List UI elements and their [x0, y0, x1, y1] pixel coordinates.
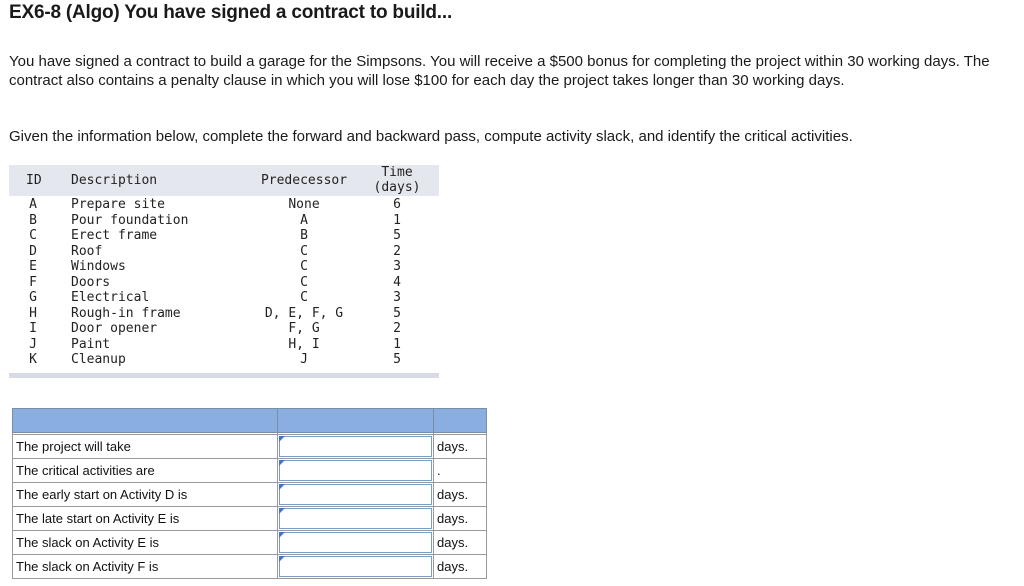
- answer-table-header: [13, 409, 487, 433]
- activity-description: Electrical: [71, 290, 150, 305]
- answer-label: The slack on Activity E is: [13, 531, 278, 555]
- table-row: [9, 337, 439, 353]
- activity-description: Erect frame: [71, 228, 158, 243]
- answer-row-late-start-e: [13, 507, 487, 531]
- activity-time: 4: [393, 274, 401, 290]
- header-description: Description: [71, 173, 158, 188]
- activity-predecessor: C: [300, 274, 308, 290]
- activity-id: C: [29, 228, 37, 243]
- activity-time: 1: [393, 212, 401, 228]
- page-title: EX6-8 (Algo) You have signed a contract to build...: [9, 2, 453, 23]
- header-time: Time: [381, 165, 413, 180]
- activity-time: 5: [393, 305, 401, 321]
- table-row: [9, 275, 439, 291]
- header-id: ID: [26, 173, 42, 188]
- slack-f-input[interactable]: [279, 556, 432, 577]
- answer-row-project-duration: [13, 435, 487, 459]
- activity-id: E: [29, 259, 37, 274]
- answer-unit: days.: [434, 483, 487, 507]
- answer-unit: .: [434, 459, 487, 483]
- activity-id: A: [29, 197, 37, 212]
- late-start-e-cell: [278, 507, 434, 531]
- answer-unit: days.: [434, 531, 487, 555]
- table-row: [9, 228, 439, 244]
- header-cell: [278, 409, 434, 433]
- activity-time: 3: [393, 290, 401, 305]
- early-start-d-input[interactable]: [279, 484, 432, 505]
- activity-id: D: [29, 243, 37, 259]
- activity-id: G: [29, 290, 37, 305]
- answer-label: The project will take: [13, 435, 278, 459]
- header-cell: [13, 409, 278, 433]
- answer-unit: days.: [434, 435, 487, 459]
- activity-predecessor: B: [300, 228, 308, 243]
- answer-table: [12, 408, 487, 579]
- answer-row-early-start-d: [13, 483, 487, 507]
- answer-label: The late start on Activity E is: [13, 507, 278, 531]
- answer-label: The critical activities are: [13, 459, 278, 483]
- activity-description: Prepare site: [71, 197, 165, 212]
- header-predecessor: Predecessor: [260, 173, 348, 188]
- answer-unit: days.: [434, 555, 487, 579]
- activity-id: K: [29, 352, 37, 367]
- activity-description: Windows: [71, 259, 126, 274]
- table-row: [9, 352, 439, 368]
- table-row: [9, 259, 439, 275]
- activity-time: 3: [393, 259, 401, 274]
- table-row: [9, 306, 439, 322]
- slack-e-cell: [278, 531, 434, 555]
- activity-description: Doors: [71, 274, 111, 290]
- table-row: [9, 213, 439, 229]
- answer-unit: days.: [434, 507, 487, 531]
- header-cell: [434, 409, 487, 433]
- problem-intro: You have signed a contract to build a garage for the Simpsons. You will receive a $500 bonus for completing the project within 30 working days. The contract also contains a penalty clause in which you will lose $100 for each day the project takes longer than 30 working days.: [9, 53, 990, 89]
- early-start-d-cell: [278, 483, 434, 507]
- project-duration-input[interactable]: [279, 436, 432, 457]
- activity-table-body: [9, 196, 439, 373]
- activity-predecessor: F, G: [288, 321, 320, 336]
- slack-e-input[interactable]: [279, 532, 432, 553]
- activity-predecessor: None: [288, 197, 320, 212]
- late-start-e-input[interactable]: [279, 508, 432, 529]
- activity-table: [9, 165, 439, 378]
- activity-id: B: [29, 212, 37, 228]
- activity-predecessor: C: [300, 243, 308, 259]
- table-row: [9, 290, 439, 306]
- problem-instructions: Given the information below, complete the forward and backward pass, compute activity slack, and identify the critical activities.: [9, 128, 853, 145]
- activity-time: 2: [393, 243, 401, 259]
- answer-row-slack-e: [13, 531, 487, 555]
- activity-time: 6: [393, 197, 401, 212]
- activity-description: Paint: [71, 336, 111, 352]
- project-duration-cell: [278, 435, 434, 459]
- activity-predecessor: D, E, F, G: [264, 305, 344, 321]
- activity-predecessor: H, I: [288, 336, 320, 352]
- activity-description: Pour foundation: [71, 212, 189, 228]
- activity-description: Roof: [71, 243, 103, 259]
- activity-predecessor: J: [300, 352, 308, 367]
- activity-description: Door opener: [71, 321, 158, 336]
- activity-id: F: [29, 274, 37, 290]
- activity-table-header: [9, 165, 439, 196]
- slack-f-cell: [278, 555, 434, 579]
- activity-time: 1: [393, 336, 401, 352]
- activity-id: H: [29, 305, 37, 321]
- activity-description: Rough-in frame: [71, 305, 181, 321]
- answer-row-critical-activities: [13, 459, 487, 483]
- header-time-unit: (days): [373, 180, 421, 195]
- critical-activities-input[interactable]: [279, 460, 432, 481]
- activity-id: J: [29, 336, 37, 352]
- activity-time: 5: [393, 352, 401, 367]
- critical-activities-cell: [278, 459, 434, 483]
- activity-id: I: [29, 321, 37, 336]
- activity-time: 2: [393, 321, 401, 336]
- activity-predecessor: C: [300, 290, 308, 305]
- activity-predecessor: C: [300, 259, 308, 274]
- answer-row-slack-f: [13, 555, 487, 579]
- answer-label: The early start on Activity D is: [13, 483, 278, 507]
- table-row: [9, 197, 439, 213]
- activity-description: Cleanup: [71, 352, 126, 367]
- table-row: [9, 321, 439, 337]
- activity-time: 5: [393, 228, 401, 243]
- activity-predecessor: A: [300, 212, 308, 228]
- table-row: [9, 244, 439, 260]
- answer-label: The slack on Activity F is: [13, 555, 278, 579]
